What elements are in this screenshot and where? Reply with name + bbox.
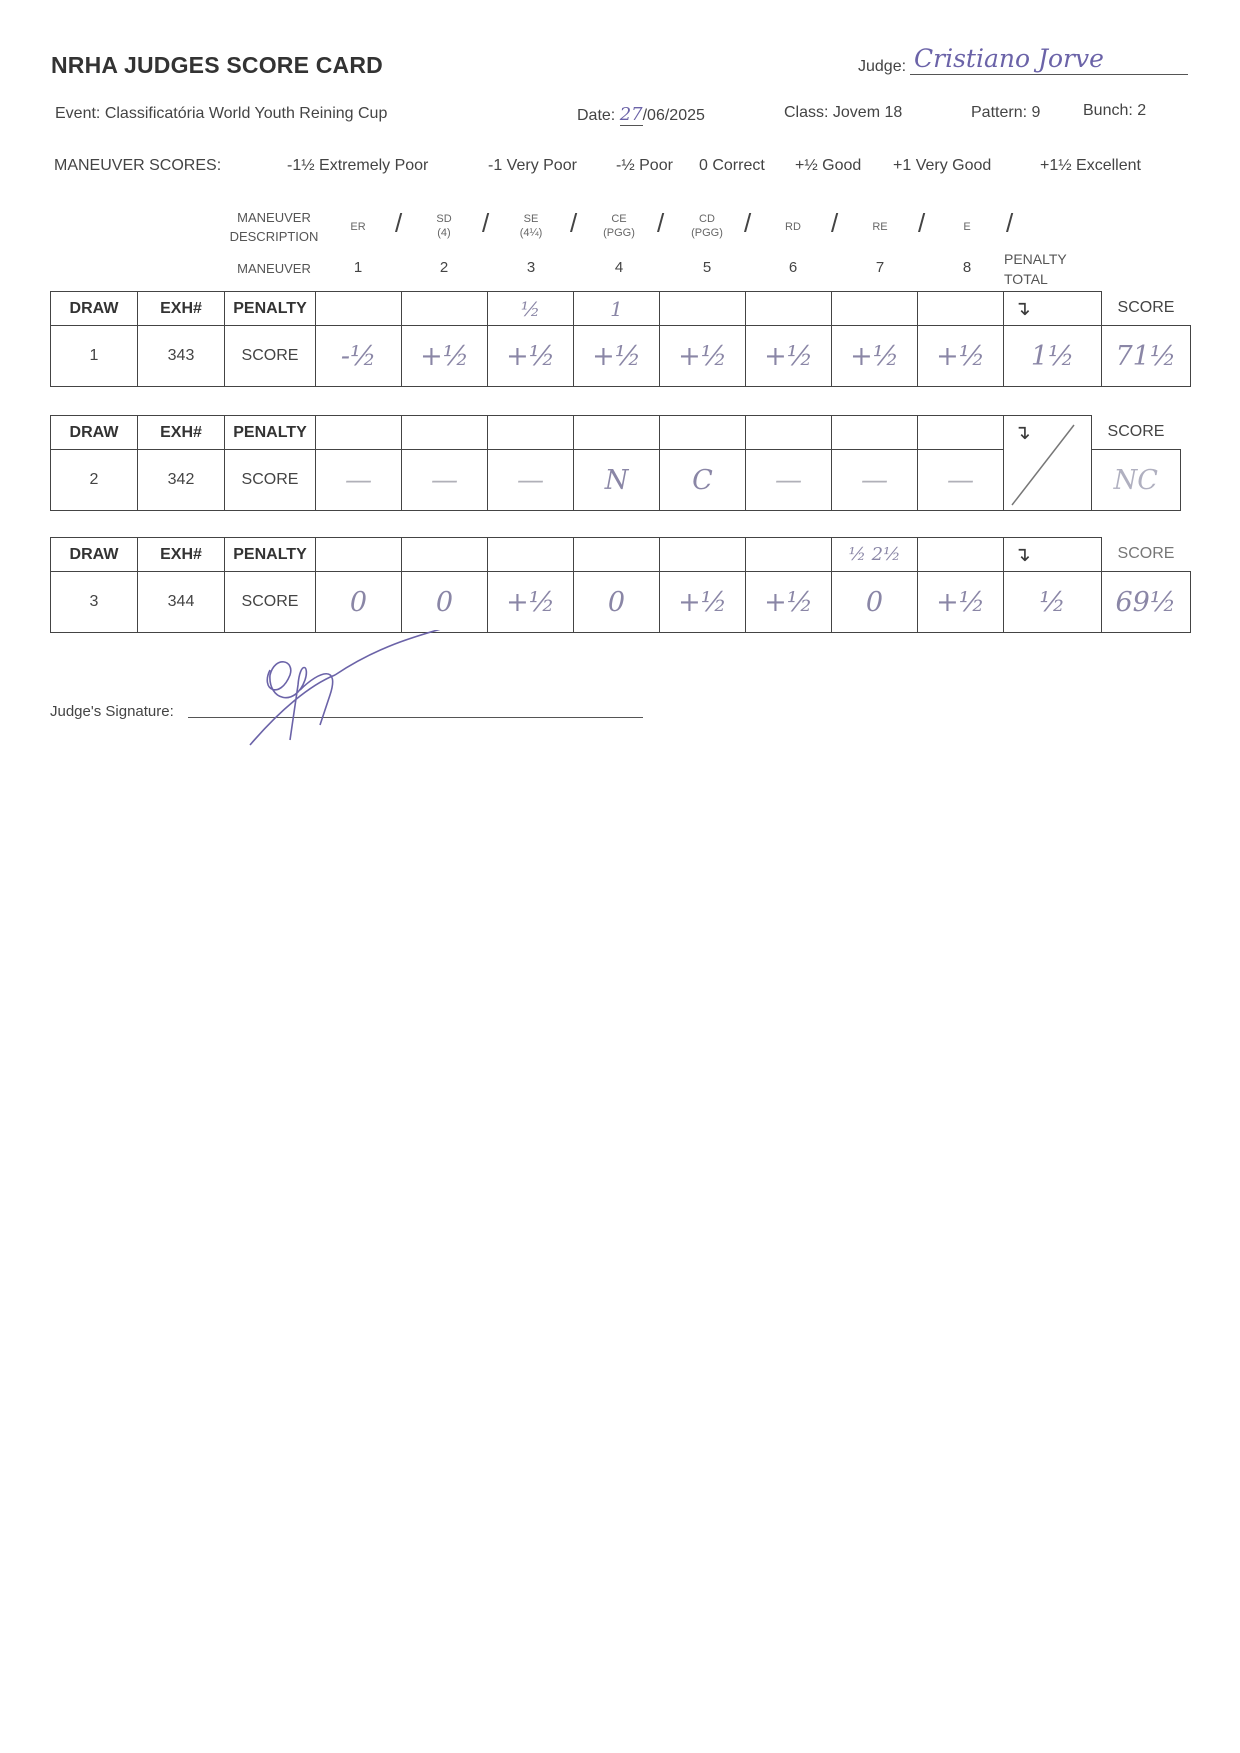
score-row-label: SCORE <box>225 572 316 633</box>
maneuver-number: 6 <box>788 259 798 276</box>
penalty-cell[interactable] <box>918 538 1004 572</box>
exh-value: 342 <box>138 450 225 511</box>
score-row-label: SCORE <box>225 326 316 387</box>
maneuver-score-cell[interactable]: — <box>316 450 402 511</box>
maneuver-score-cell[interactable]: 0 <box>402 572 488 633</box>
scale-item: 0 Correct <box>699 157 765 174</box>
penalty-total-cell[interactable]: ½ <box>1004 572 1102 633</box>
maneuver-number: 7 <box>875 259 885 276</box>
class-label: Class: <box>784 104 829 121</box>
judge-label: Judge: <box>858 58 907 75</box>
signature-label: Judge's Signature: <box>50 703 174 720</box>
penalty-cell[interactable] <box>574 416 660 450</box>
maneuver-score-cell[interactable]: +½ <box>746 572 832 633</box>
maneuver-score-cell[interactable]: +½ <box>918 326 1004 387</box>
penalty-cell[interactable] <box>660 538 746 572</box>
maneuver-number: 4 <box>614 259 624 276</box>
scale-item: -1 Very Poor <box>488 157 577 174</box>
penalty-cell[interactable]: 1 <box>574 292 660 326</box>
draw-header: DRAW <box>51 292 138 326</box>
scale-item: +1 Very Good <box>893 157 992 174</box>
penalty-total-label: PENALTY TOTAL <box>1004 251 1067 287</box>
maneuver-description-label: MANEUVER DESCRIPTION <box>229 210 319 244</box>
maneuver-score-cell[interactable]: 0 <box>574 572 660 633</box>
penalty-arrow: ↴ <box>1004 292 1102 326</box>
maneuver-score-cell[interactable]: +½ <box>746 326 832 387</box>
score-row-label: SCORE <box>225 450 316 511</box>
penalty-cell[interactable] <box>746 538 832 572</box>
penalty-cell[interactable]: ½ <box>488 292 574 326</box>
event-label: Event: <box>55 105 101 122</box>
maneuver-score-cell[interactable]: +½ <box>832 326 918 387</box>
bunch-field <box>1083 102 1146 120</box>
penalty-cell[interactable] <box>746 416 832 450</box>
maneuver-number: 5 <box>702 259 712 276</box>
penalty-cell[interactable] <box>316 416 402 450</box>
slash-divider: / <box>1006 208 1014 238</box>
penalty-cell[interactable] <box>402 416 488 450</box>
pattern-value: 9 <box>1031 104 1041 121</box>
scale-item: -1½ Extremely Poor <box>287 157 429 174</box>
slash-divider: / <box>570 208 578 238</box>
draw-value: 1 <box>51 326 138 387</box>
maneuver-label: MANEUVER <box>237 261 311 276</box>
penalty-cell[interactable] <box>660 416 746 450</box>
date-day: 27 <box>619 104 643 125</box>
maneuver-score-cell[interactable]: +½ <box>488 572 574 633</box>
scale-item: -½ Poor <box>616 157 673 174</box>
date-field <box>577 104 705 125</box>
maneuver-score-cell[interactable]: N <box>574 450 660 511</box>
penalty-total-cell[interactable]: 1½ <box>1004 326 1102 387</box>
penalty-cell[interactable] <box>574 538 660 572</box>
maneuver-score-cell[interactable]: — <box>488 450 574 511</box>
maneuver-score-cell[interactable]: +½ <box>574 326 660 387</box>
bunch-value: 2 <box>1137 102 1147 119</box>
slash-divider: / <box>395 208 403 238</box>
maneuver-score-cell[interactable]: — <box>746 450 832 511</box>
maneuver-abbr: RD <box>785 221 801 233</box>
penalty-header: PENALTY <box>225 538 316 572</box>
maneuver-number: 1 <box>353 259 363 276</box>
maneuver-abbr: E <box>963 221 971 233</box>
slash-divider: / <box>831 208 839 238</box>
draw-value: 2 <box>51 450 138 511</box>
signature-scribble <box>240 630 470 760</box>
class-field <box>784 104 902 122</box>
judge-field <box>910 44 1188 75</box>
score-header: SCORE <box>1102 538 1191 572</box>
class-value: Jovem 18 <box>832 104 903 121</box>
draw-header: DRAW <box>51 538 138 572</box>
date-rest: /06/2025 <box>642 107 705 124</box>
final-score-cell[interactable]: 69½ <box>1102 572 1191 633</box>
maneuver-score-cell[interactable]: +½ <box>660 326 746 387</box>
card-title: NRHA JUDGES SCORE CARD <box>51 52 383 78</box>
pattern-field <box>971 104 1040 122</box>
date-label: Date: <box>577 107 616 124</box>
penalty-cell[interactable] <box>746 292 832 326</box>
exh-header: EXH# <box>138 292 225 326</box>
maneuver-score-cell[interactable]: +½ <box>488 326 574 387</box>
maneuver-abbr: ER <box>350 221 366 233</box>
maneuver-score-cell[interactable]: +½ <box>402 326 488 387</box>
maneuver-score-cell[interactable]: 0 <box>316 572 402 633</box>
penalty-header: PENALTY <box>225 292 316 326</box>
maneuver-abbr: SD (4) <box>436 213 452 239</box>
maneuver-score-cell[interactable]: — <box>918 450 1004 511</box>
maneuver-scores-label: MANEUVER SCORES: <box>54 157 222 174</box>
maneuver-score-cell[interactable]: — <box>402 450 488 511</box>
exh-value: 343 <box>138 326 225 387</box>
entry-table <box>50 291 1191 387</box>
penalty-cell[interactable] <box>660 292 746 326</box>
maneuver-score-cell[interactable]: 0 <box>832 572 918 633</box>
maneuver-number: 3 <box>526 259 536 276</box>
exh-value: 344 <box>138 572 225 633</box>
maneuver-abbr: CD (PGG) <box>691 213 723 239</box>
scale-item: +1½ Excellent <box>1040 157 1141 174</box>
score-header: SCORE <box>1102 292 1191 326</box>
maneuver-abbr: SE (4¼) <box>519 213 543 239</box>
maneuver-score-cell[interactable]: +½ <box>918 572 1004 633</box>
scale-item: +½ Good <box>795 157 862 174</box>
event-field <box>55 105 387 123</box>
penalty-cell[interactable] <box>918 416 1004 450</box>
pattern-label: Pattern: <box>971 104 1028 121</box>
judge-name: Cristiano Jorve <box>914 44 1104 73</box>
penalty-cell[interactable] <box>316 292 402 326</box>
exh-header: EXH# <box>138 416 225 450</box>
entry-table <box>50 415 1181 511</box>
maneuver-number: 8 <box>962 259 972 276</box>
draw-value: 3 <box>51 572 138 633</box>
slash-divider: / <box>657 208 665 238</box>
penalty-arrow: ↴ <box>1004 538 1102 572</box>
bunch-label: Bunch: <box>1083 102 1133 119</box>
penalty-cell[interactable] <box>832 416 918 450</box>
penalty-cell[interactable] <box>488 416 574 450</box>
maneuver-score-cell[interactable]: +½ <box>660 572 746 633</box>
penalty-cell[interactable] <box>918 292 1004 326</box>
exh-header: EXH# <box>138 538 225 572</box>
penalty-cell[interactable] <box>402 292 488 326</box>
maneuver-score-cell[interactable]: — <box>832 450 918 511</box>
maneuver-abbr: CE (PGG) <box>603 213 635 239</box>
penalty-cell[interactable] <box>488 538 574 572</box>
final-score-cell[interactable]: 71½ <box>1102 326 1191 387</box>
maneuver-abbr: RE <box>872 221 888 233</box>
score-header: SCORE <box>1092 416 1181 450</box>
penalty-cell[interactable] <box>402 538 488 572</box>
penalty-header: PENALTY <box>225 416 316 450</box>
maneuver-score-cell[interactable]: -½ <box>316 326 402 387</box>
slash-divider: / <box>744 208 752 238</box>
penalty-cell[interactable]: ½ 2½ <box>832 538 918 572</box>
entry-table <box>50 537 1191 633</box>
penalty-cell[interactable] <box>316 538 402 572</box>
event-value: Classificatória World Youth Reining Cup <box>104 105 388 122</box>
slash-divider: / <box>482 208 490 238</box>
maneuver-score-cell[interactable]: C <box>660 450 746 511</box>
maneuver-number: 2 <box>439 259 449 276</box>
penalty-total-cell[interactable] <box>1004 416 1092 511</box>
penalty-cell[interactable] <box>832 292 918 326</box>
penalty-arrow: ↴ <box>1014 422 1031 444</box>
slash-divider: / <box>918 208 926 238</box>
final-score-cell[interactable]: NC <box>1092 450 1181 511</box>
draw-header: DRAW <box>51 416 138 450</box>
